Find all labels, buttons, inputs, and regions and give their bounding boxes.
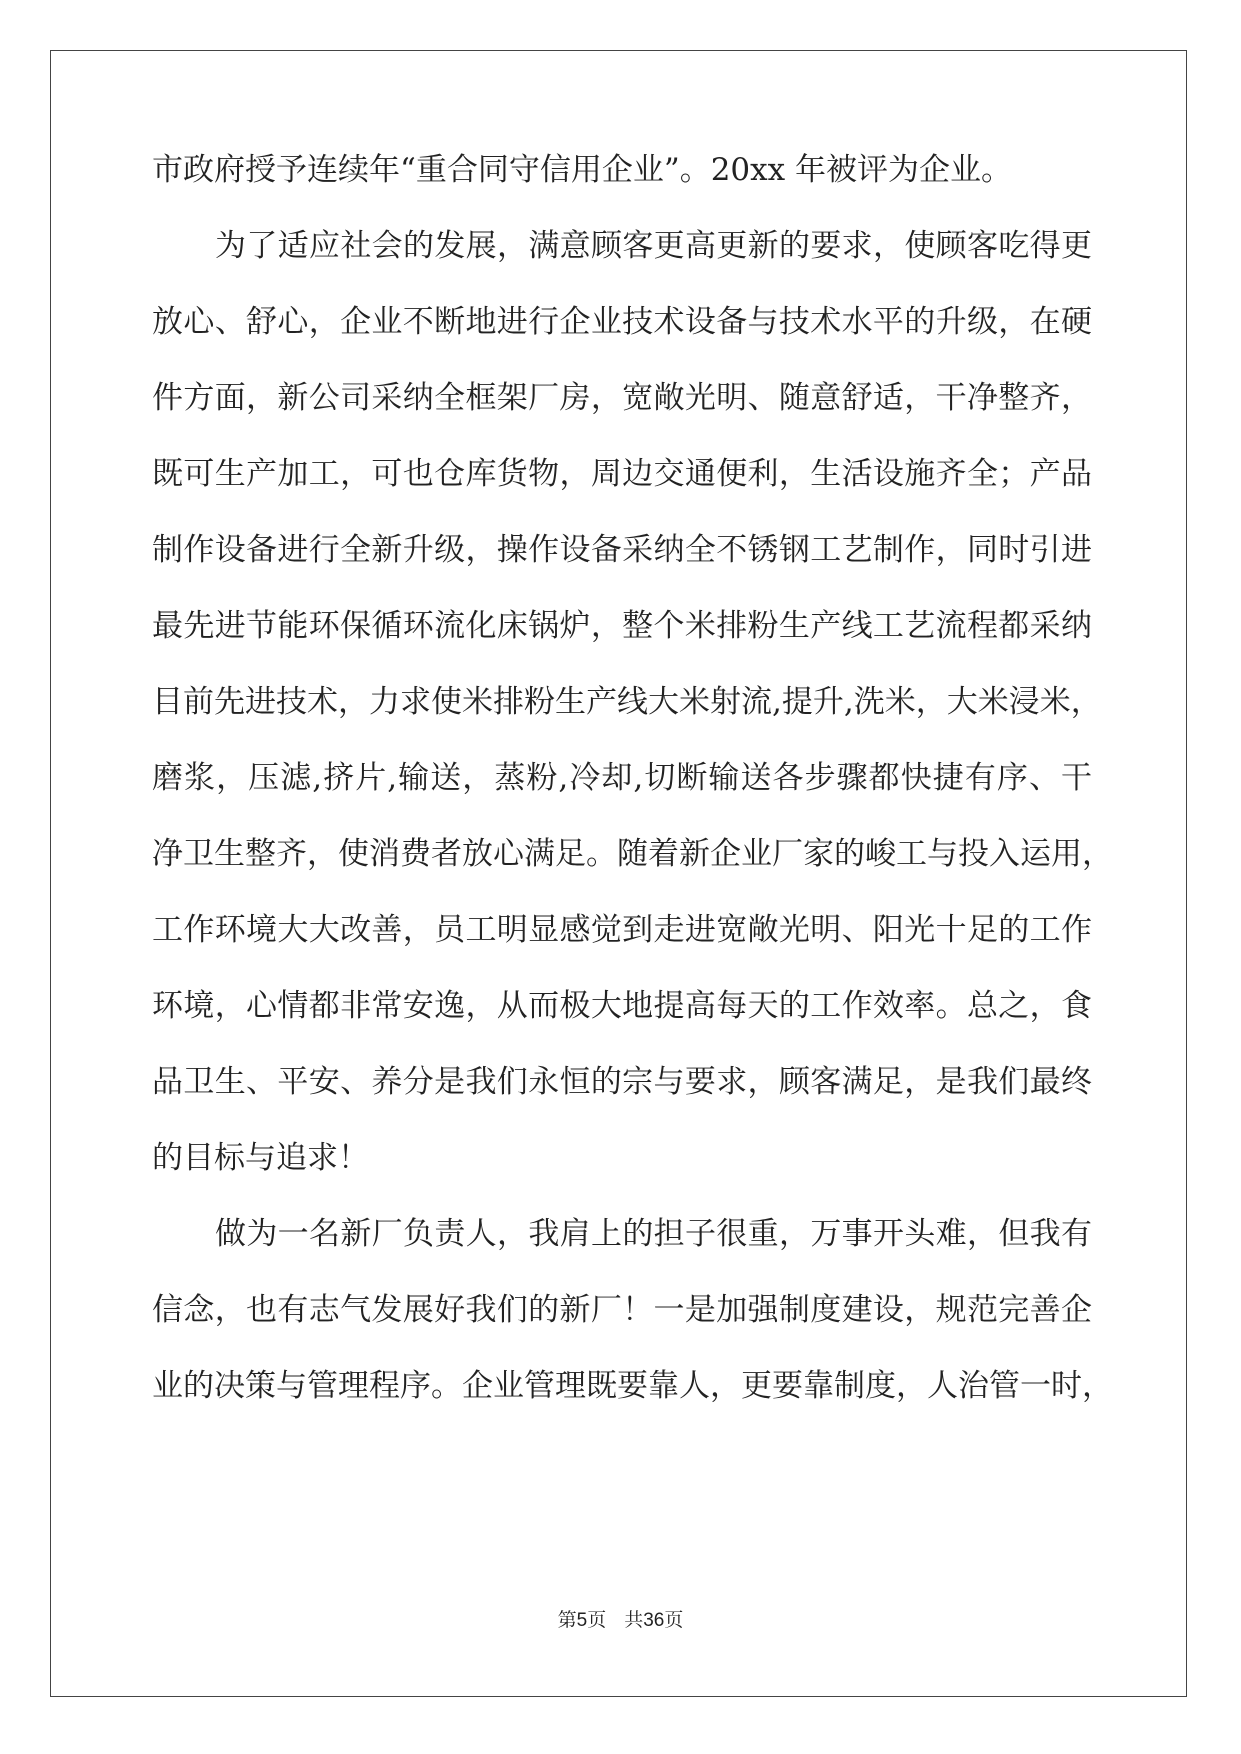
- page-total: 36: [643, 1610, 665, 1631]
- total-unit: 页: [664, 1609, 684, 1631]
- total-prefix: 共: [624, 1609, 644, 1631]
- text-line: 的目标与追求！: [152, 1140, 369, 1176]
- text-line: 目前先进技术，力求使米排粉生产线大米射流,提升,洗米，大米浸米，: [152, 684, 1102, 720]
- text-line: 制作设备进行全新升级，操作设备采纳全不锈钢工艺制作，同时引进: [152, 532, 1092, 568]
- text-line: 业的决策与管理程序。企业管理既要靠人，更要靠制度，人治管一时，: [152, 1368, 1113, 1404]
- text-line: 既可生产加工，可也仓库货物，周边交通便利，生活设施齐全；产品: [152, 456, 1092, 492]
- text-line: 放心、舒心，企业不断地进行企业技术设备与技术水平的升级，在硬: [152, 304, 1092, 340]
- text-line: 件方面，新公司采纳全框架厂房，宽敞光明、随意舒适，干净整齐，: [152, 380, 1092, 416]
- text-line: 信念，也有志气发展好我们的新厂！一是加强制度建设，规范完善企: [152, 1292, 1092, 1328]
- page-unit: 页: [587, 1609, 607, 1631]
- page-current: 5: [576, 1610, 588, 1631]
- text-line: 环境，心情都非常安逸，从而极大地提高每天的工作效率。总之，食: [152, 988, 1092, 1024]
- text-line: 市政府授予连续年“重合同守信用企业”。20xx 年被评为企业。: [152, 152, 1012, 188]
- text-line: 做为一名新厂负责人，我肩上的担子很重，万事开头难，但我有: [215, 1216, 1092, 1252]
- text-line: 磨浆，压滤,挤片,输送，蒸粉,冷却,切断输送各步骤都快捷有序、干: [152, 760, 1092, 796]
- page-prefix: 第: [557, 1609, 577, 1631]
- text-line: 净卫生整齐，使消费者放心满足。随着新企业厂家的峻工与投入运用，: [152, 836, 1113, 872]
- text-line: 最先进节能环保循环流化床锅炉，整个米排粉生产线工艺流程都采纳: [152, 608, 1092, 644]
- text-line: 工作环境大大改善，员工明显感觉到走进宽敞光明、阳光十足的工作: [152, 912, 1092, 948]
- page-footer: [0, 1608, 1241, 1633]
- text-line: 品卫生、平安、养分是我们永恒的宗与要求，顾客满足，是我们最终: [152, 1064, 1092, 1100]
- text-line: 为了适应社会的发展，满意顾客更高更新的要求，使顾客吃得更: [215, 228, 1092, 264]
